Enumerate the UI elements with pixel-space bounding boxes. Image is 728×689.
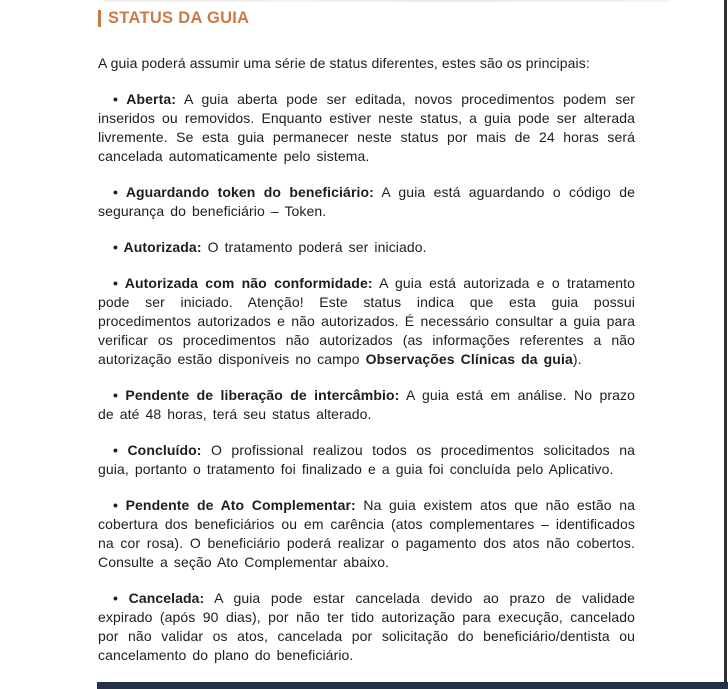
status-text: Na guia existem atos que não estão na cobertura dos beneficiários ou em carência (atos complementares – identificados na cor rosa). O beneficiário poderá realizar o pagamento dos atos não cobertos. Consulte a seção Ato Complementar abaixo. <box>98 497 636 570</box>
right-edge-line <box>724 0 727 689</box>
bullet-glyph: • <box>113 387 126 403</box>
status-paragraph <box>98 238 635 257</box>
intro-paragraph: A guia poderá assumir uma série de status diferentes, estes são os principais: <box>98 55 590 71</box>
status-paragraph <box>98 90 635 166</box>
bullet-glyph: • <box>113 184 126 200</box>
section-title: STATUS DA GUIA <box>108 8 250 27</box>
status-paragraph <box>98 274 635 369</box>
status-text: ). <box>572 351 582 367</box>
bullet-glyph: • <box>113 590 129 606</box>
bullet-glyph: • <box>113 275 125 291</box>
status-text: O tratamento poderá ser iniciado. <box>201 239 427 255</box>
status-label: Concluído: <box>127 442 202 458</box>
status-paragraph <box>98 386 635 424</box>
status-paragraph <box>98 441 635 479</box>
status-label: Pendente de liberação de intercâmbio: <box>125 387 400 403</box>
status-paragraph <box>98 183 635 221</box>
status-list <box>98 90 635 665</box>
status-text: A guia está aguardando o código de segurança do beneficiário – Token. <box>98 184 635 219</box>
bullet-glyph: • <box>113 497 126 513</box>
status-text: A guia aberta pode ser editada, novos procedimentos podem ser inseridos ou removidos. Enquanto estiver neste status, a guia pode ser alterada livremente. Se esta guia permanecer neste status por mais de 24 horas será cancelada automaticamente pelo sistema. <box>98 91 635 164</box>
status-label: Pendente de Ato Complementar: <box>125 497 356 513</box>
content-column <box>98 8 635 665</box>
status-paragraph <box>98 496 635 572</box>
heading-accent-bar <box>98 10 101 27</box>
status-text: A guia está em análise. No prazo de até 48 horas, terá seu status alterado. <box>98 387 635 422</box>
status-text: O profissional realizou todos os procedimentos solicitados na guia, portanto o tratamento foi finalizado e a guia foi concluída pelo Aplicativo. <box>98 442 635 477</box>
bullet-glyph: • <box>113 91 127 107</box>
top-crop-artifact <box>104 0 670 2</box>
status-label: Aguardando token do beneficiário: <box>125 184 374 200</box>
bullet-glyph: • <box>113 442 128 458</box>
bottom-bar <box>97 682 728 689</box>
bullet-glyph: • <box>113 239 124 255</box>
status-label: Autorizada: <box>123 239 202 255</box>
status-paragraph <box>98 589 635 665</box>
status-label: Autorizada com não conformidade: <box>124 275 373 291</box>
status-label: Cancelada: <box>128 590 205 606</box>
status-label: Aberta: <box>126 91 176 107</box>
status-label: Observações Clínicas da guia <box>365 351 573 367</box>
section-heading <box>98 8 635 28</box>
status-text: A guia está autorizada e o tratamento pode ser iniciado. Atenção! Este status indica que esta guia possui procedimentos autorizados e não autorizados. É necessário consultar a guia para verificar os procedimentos não autorizados (as informações referentes a não autorização estão disponíveis no campo <box>98 275 635 367</box>
status-text: A guia pode estar cancelada devido ao prazo de validade expirado (após 90 dias), por não ter tido autorização para execução, cancelado por não validar os atos, cancelada por solicitação do beneficiário/dentista ou cancelamento do plano do beneficiário. <box>98 590 635 663</box>
